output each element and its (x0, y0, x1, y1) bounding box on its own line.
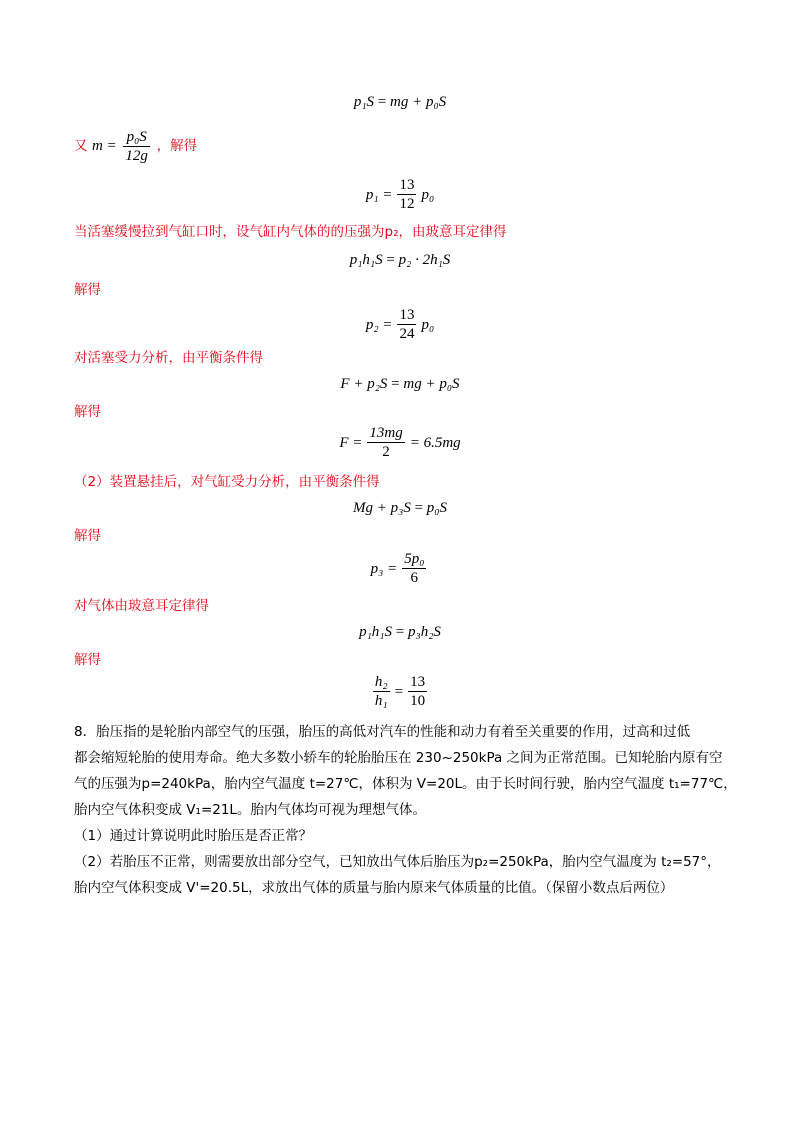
problem-8-line-1: 8．胎压指的是轮胎内部空气的压强，胎压的高低对汽车的性能和动力有着至关重要的作用，过高和过低 (74, 724, 691, 740)
fraction-denominator: 24 (399, 326, 415, 342)
fraction-numerator: 13mg (369, 425, 403, 441)
equation-boyle-1: p₁h₁S = p₂ · 2h₁S (349, 252, 451, 268)
equation-boyle-2: p₁h₁S = p₃h₂S (359, 624, 441, 640)
equation-lhs: F = (339, 434, 363, 451)
fraction-denominator: h₁ (374, 693, 388, 709)
fraction-denominator: 6 (410, 570, 419, 586)
equation-p2 (0, 306, 800, 343)
equation-lhs: p₁ = (365, 186, 393, 203)
equation-rhs: p₂ · 2h₁S (398, 252, 451, 268)
equation-piston-balance: F + p₂S = mg + p₀S (340, 376, 460, 392)
equation-lhs: p₃ = (370, 560, 398, 577)
text-force-analysis: 对活塞受力分析，由平衡条件得 (74, 350, 263, 366)
equation-height-ratio (0, 672, 800, 710)
text-solve-4: 解得 (74, 652, 101, 668)
problem-8-line-2: 都会缩短轮胎的使用寿命。绝大多数小轿车的轮胎胎压在 230~250kPa 之间为正常范围。已知轮胎内原有空 (74, 750, 723, 766)
equation-lhs: p₂ = (365, 316, 393, 333)
equation-tail: p₀ (421, 316, 435, 333)
text-part-2: （2）装置悬挂后，对气缸受力分析，由平衡条件得 (74, 474, 380, 490)
equation-rhs: p₀S (426, 500, 448, 516)
problem-8-question-2-line-2: 胎内空气体积变成 V'=20.5L，求放出气体的质量与胎内原来气体质量的比值。（保留小数点后两位） (74, 880, 674, 896)
mass-equation (91, 129, 157, 165)
mass-denominator: 12g (125, 148, 148, 165)
equation-lhs: F + p₂S (340, 376, 388, 392)
text-solve-1: 解得 (74, 282, 101, 298)
equation-lhs: p₁S (353, 94, 375, 110)
text-solve-3: 解得 (74, 528, 101, 544)
equation-cylinder-balance: Mg + p₃S = p₀S (352, 500, 448, 516)
fraction-numerator: 13 (399, 307, 415, 323)
equation-rhs: mg + p₀S (403, 376, 460, 392)
fraction-denominator: 12 (399, 196, 415, 212)
equation-lhs: p₁h₁S (349, 252, 383, 268)
fraction-numerator: 5p₀ (404, 551, 425, 567)
mass-numerator: p₀S (123, 128, 150, 147)
equation-force-balance-1: p₁S = mg + p₀S (353, 94, 447, 110)
problem-8-question-1: （1）通过计算说明此时胎压是否正常？ (74, 828, 313, 844)
problem-8-line-4: 胎内空气体积变成 V₁=21L。胎内气体均可视为理想气体。 (74, 802, 426, 818)
mass-lhs: m = (91, 138, 117, 154)
fraction-denominator: 2 (382, 444, 390, 460)
fraction-numerator-2: 13 (410, 674, 426, 690)
equation-tail: = 6.5mg (409, 434, 461, 451)
equation-tail: p₀ (421, 186, 435, 203)
equation-lhs: Mg + p₃S (352, 500, 411, 516)
equation-force-result (0, 424, 800, 461)
text-piston-boyle: 当活塞缓慢拉到气缸口时，设气缸内气体的的压强为p₂，由玻意耳定律得 (74, 224, 507, 240)
equals-sign: = (394, 683, 404, 700)
fraction-denominator-2: 10 (410, 693, 426, 709)
fraction-numerator: h₂ (374, 674, 388, 690)
problem-8-line-3: 气的压强为p=240kPa，胎内空气温度 t=27℃，体积为 V=20L。由于长时间行驶，胎内空气温度 t₁=77℃， (74, 776, 737, 792)
equation-rhs: mg + p₀S (390, 94, 447, 110)
mass-relation-line (74, 128, 197, 165)
fraction-numerator: 13 (399, 177, 415, 193)
equation-lhs: p₁h₁S (359, 624, 393, 640)
text-you: 又 (74, 138, 88, 154)
text-solve-2: 解得 (74, 404, 101, 420)
problem-8-question-2-line-1: （2）若胎压不正常，则需要放出部分空气，已知放出气体后胎压为p₂=250kPa，胎内空气温度为 t₂=57°， (74, 854, 721, 870)
equation-rhs: p₃h₂S (407, 624, 441, 640)
equation-p3 (0, 550, 800, 587)
equation-p1 (0, 176, 800, 213)
text-boyle-2: 对气体由玻意耳定律得 (74, 598, 209, 614)
text-jiede: ，解得 (156, 138, 198, 154)
